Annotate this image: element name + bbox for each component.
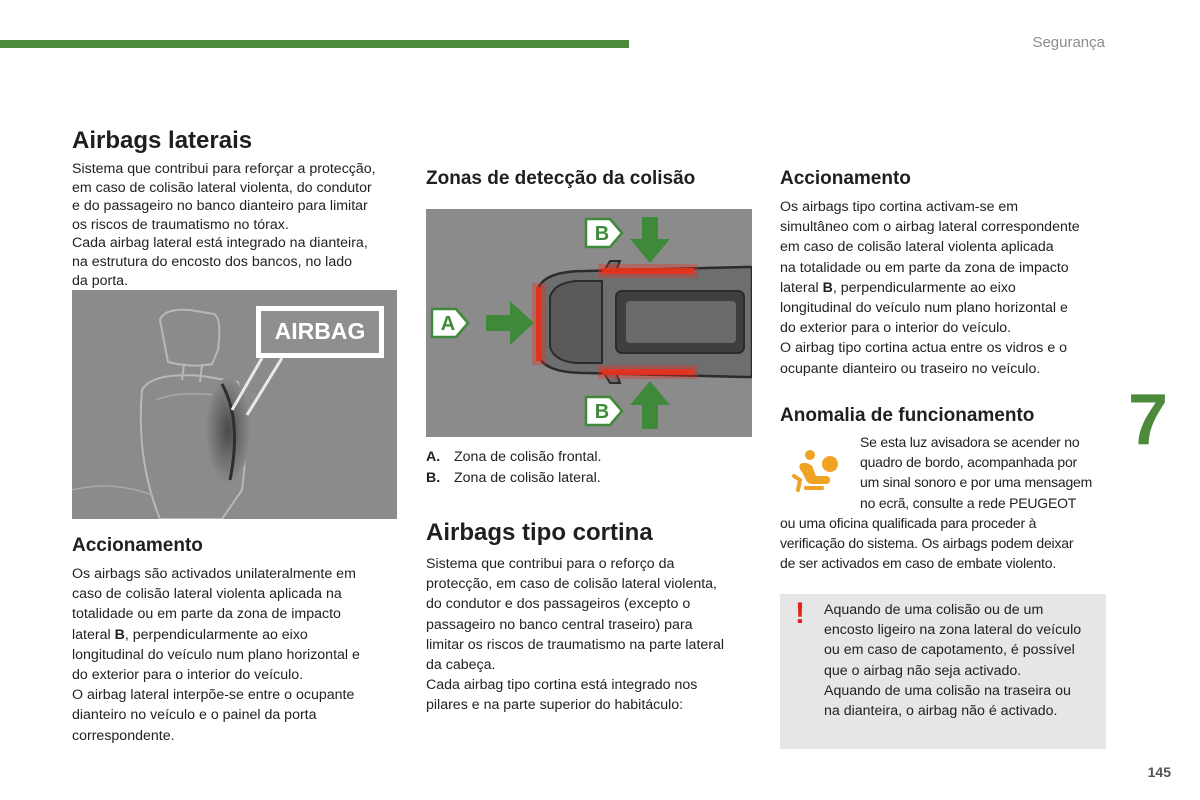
chapter-number: 7: [1128, 380, 1169, 460]
side-activation-body: Os airbags são activados unilateralmente em caso de colisão lateral violenta aplicada na totalidade ou em parte da zona de impacto lateral B, perpendicularmente ao eixo longitudinal do veículo num plano horizontal e do exterior para o interior do veículo. O airbag lateral interpõe-se entre o ocupante dianteiro no veículo e o painel da porta correspondente.: [72, 566, 360, 744]
airbag-warning-light-icon: [792, 446, 840, 494]
svg-text:A: A: [440, 313, 456, 335]
airbag-label: AIRBAG: [274, 318, 366, 344]
warning-exclamation-icon: !: [795, 597, 805, 630]
svg-text:B: B: [594, 223, 610, 245]
zones-legend: [426, 447, 601, 488]
warning-text: Aquando de uma colisão ou de um encosto ligeiro na zona lateral do veículo ou em caso de capotamento, é possível que o airbag não seja activado. Aquando de uma colisão na traseira ou na dianteira, o airbag não é activado.: [824, 602, 1082, 720]
curtain-activation-body: Os airbags tipo cortina activam-se em simultâneo com o airbag lateral correspondente em caso de colisão lateral violenta aplicada na totalidade ou em parte da zona de impacto lateral B, perpendicularmente ao eixo longitudinal do veículo num plano horizontal e do exterior para o interior do veículo. O airbag tipo cortina actua entre os vidros e o ocupante dianteiro ou traseiro no veículo.: [780, 199, 1080, 377]
header-accent-bar: [0, 40, 629, 48]
side-airbags-intro: Sistema que contribui para reforçar a protecção, em caso de colisão lateral violenta, do condutor e do passageiro no banco dianteiro para limitar os riscos de traumatismo no tórax. Cada airbag lateral está integrado na dianteira, na estrutura do encosto dos bancos, no lado da porta.: [72, 161, 376, 289]
legend-item-b: B. Zona de colisão lateral.: [426, 469, 601, 486]
side-airbags-title: Airbags laterais: [72, 127, 253, 154]
collision-zones-diagram: [426, 209, 752, 437]
curtain-airbags-body: Sistema que contribui para o reforço da protecção, em caso de colisão lateral violenta, do condutor e dos passageiros (excepto o passageiro no banco central traseiro) para limitar os riscos de traumatismo na parte lateral da cabeça. Cada airbag tipo cortina está integrado nos pilares e na parte superior do habitáculo:: [426, 556, 725, 714]
section-title: Segurança: [1032, 34, 1105, 51]
legend-item-a: A. Zona de colisão frontal.: [426, 449, 602, 465]
seat-illustration: [72, 290, 397, 519]
detection-zones-title: Zonas de detecção da colisão: [426, 168, 696, 189]
malfunction-body: ou uma oficina qualificada para proceder à verificação do sistema. Os airbags podem deixar de ser activados em caso de embate violento.: [780, 515, 1074, 572]
curtain-airbags-title: Airbags tipo cortina: [426, 519, 653, 546]
side-activation-title: Accionamento: [72, 535, 203, 556]
malfunction-title: Anomalia de funcionamento: [780, 405, 1035, 426]
seat-airbag-illustration: [72, 290, 397, 519]
car-top-view: [426, 209, 752, 437]
malfunction-body-indented: Se esta luz avisadora se acender no quadro de bordo, acompanhada por um sinal sonoro e por uma mensagem no ecrã, consulte a rede PEUGEOT: [860, 434, 1093, 511]
svg-text:B: B: [594, 401, 610, 423]
curtain-activation-title: Accionamento: [780, 168, 911, 189]
page-number: 145: [1147, 764, 1171, 780]
